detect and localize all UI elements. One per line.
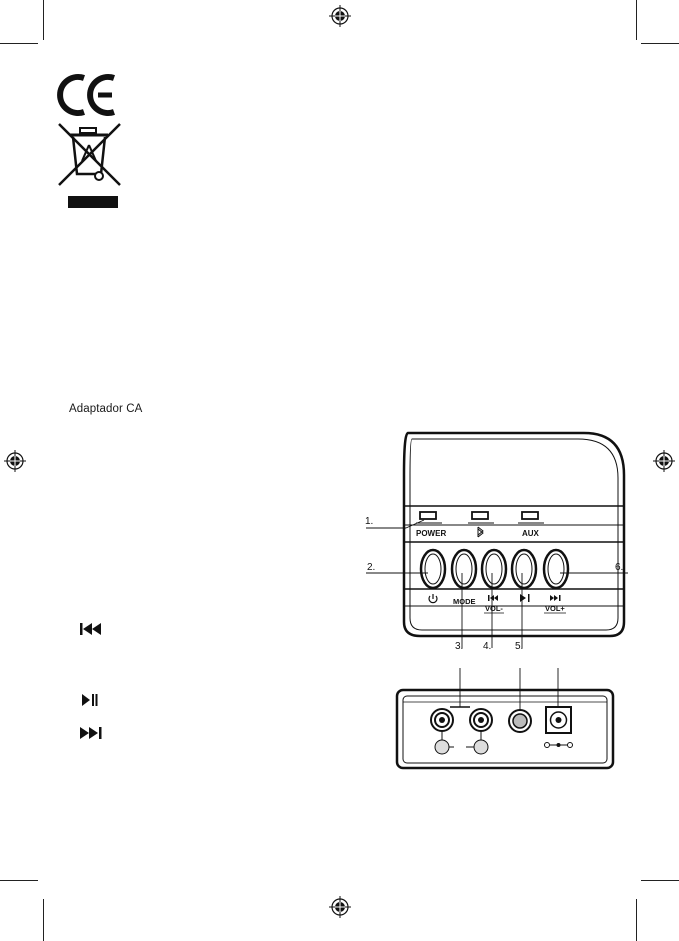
rear-panel-diagram [390,668,622,772]
registration-mark [329,896,351,918]
vol-plus-label: VOL+ [545,604,565,613]
next-track-icon [80,727,102,739]
play-pause-button[interactable] [512,550,536,588]
dc-power-jack[interactable] [545,707,573,748]
callout-1: 1. [365,516,374,527]
crop-mark [43,0,44,40]
crop-mark [0,880,38,881]
bluetooth-indicator [468,512,494,523]
play-pause-icon [520,594,530,602]
callout-6: 6. [615,562,624,573]
crossed-out-wheelie-bin-icon [56,121,126,213]
bluetooth-icon [478,527,483,537]
mode-button[interactable] [452,550,476,588]
next-track-icon [550,595,561,601]
callout-2: 2. [367,562,376,573]
front-panel-diagram [362,430,632,652]
callout-4: 4. [483,641,492,652]
power-indicator-label: POWER [416,529,447,538]
power-icon [429,594,437,603]
callout-3: 3. [455,641,464,652]
registration-mark [4,450,26,472]
previous-track-icon [488,595,498,601]
crop-mark [0,43,38,44]
previous-track-icon [80,623,102,635]
page-caption: Adaptador CA [69,403,143,415]
crop-mark [43,899,44,941]
rca-right-jack[interactable] [466,709,492,754]
aux-indicator-label: AUX [522,529,539,538]
crop-mark [641,880,679,881]
vol-minus-label: VOL- [485,604,503,613]
registration-mark [329,5,351,27]
play-pause-icon [82,694,98,706]
crop-mark [641,43,679,44]
crop-mark [636,899,637,941]
registration-mark [653,450,675,472]
aux-jack[interactable] [509,710,531,732]
crop-mark [636,0,637,40]
mode-button-label: MODE [453,597,476,606]
callout-5: 5. [515,641,524,652]
ce-mark-icon [54,72,120,118]
power-button[interactable] [421,550,445,588]
aux-indicator [518,512,544,523]
rca-left-jack[interactable] [431,709,454,754]
vol-plus-button[interactable] [544,550,568,588]
vol-minus-button[interactable] [482,550,506,588]
